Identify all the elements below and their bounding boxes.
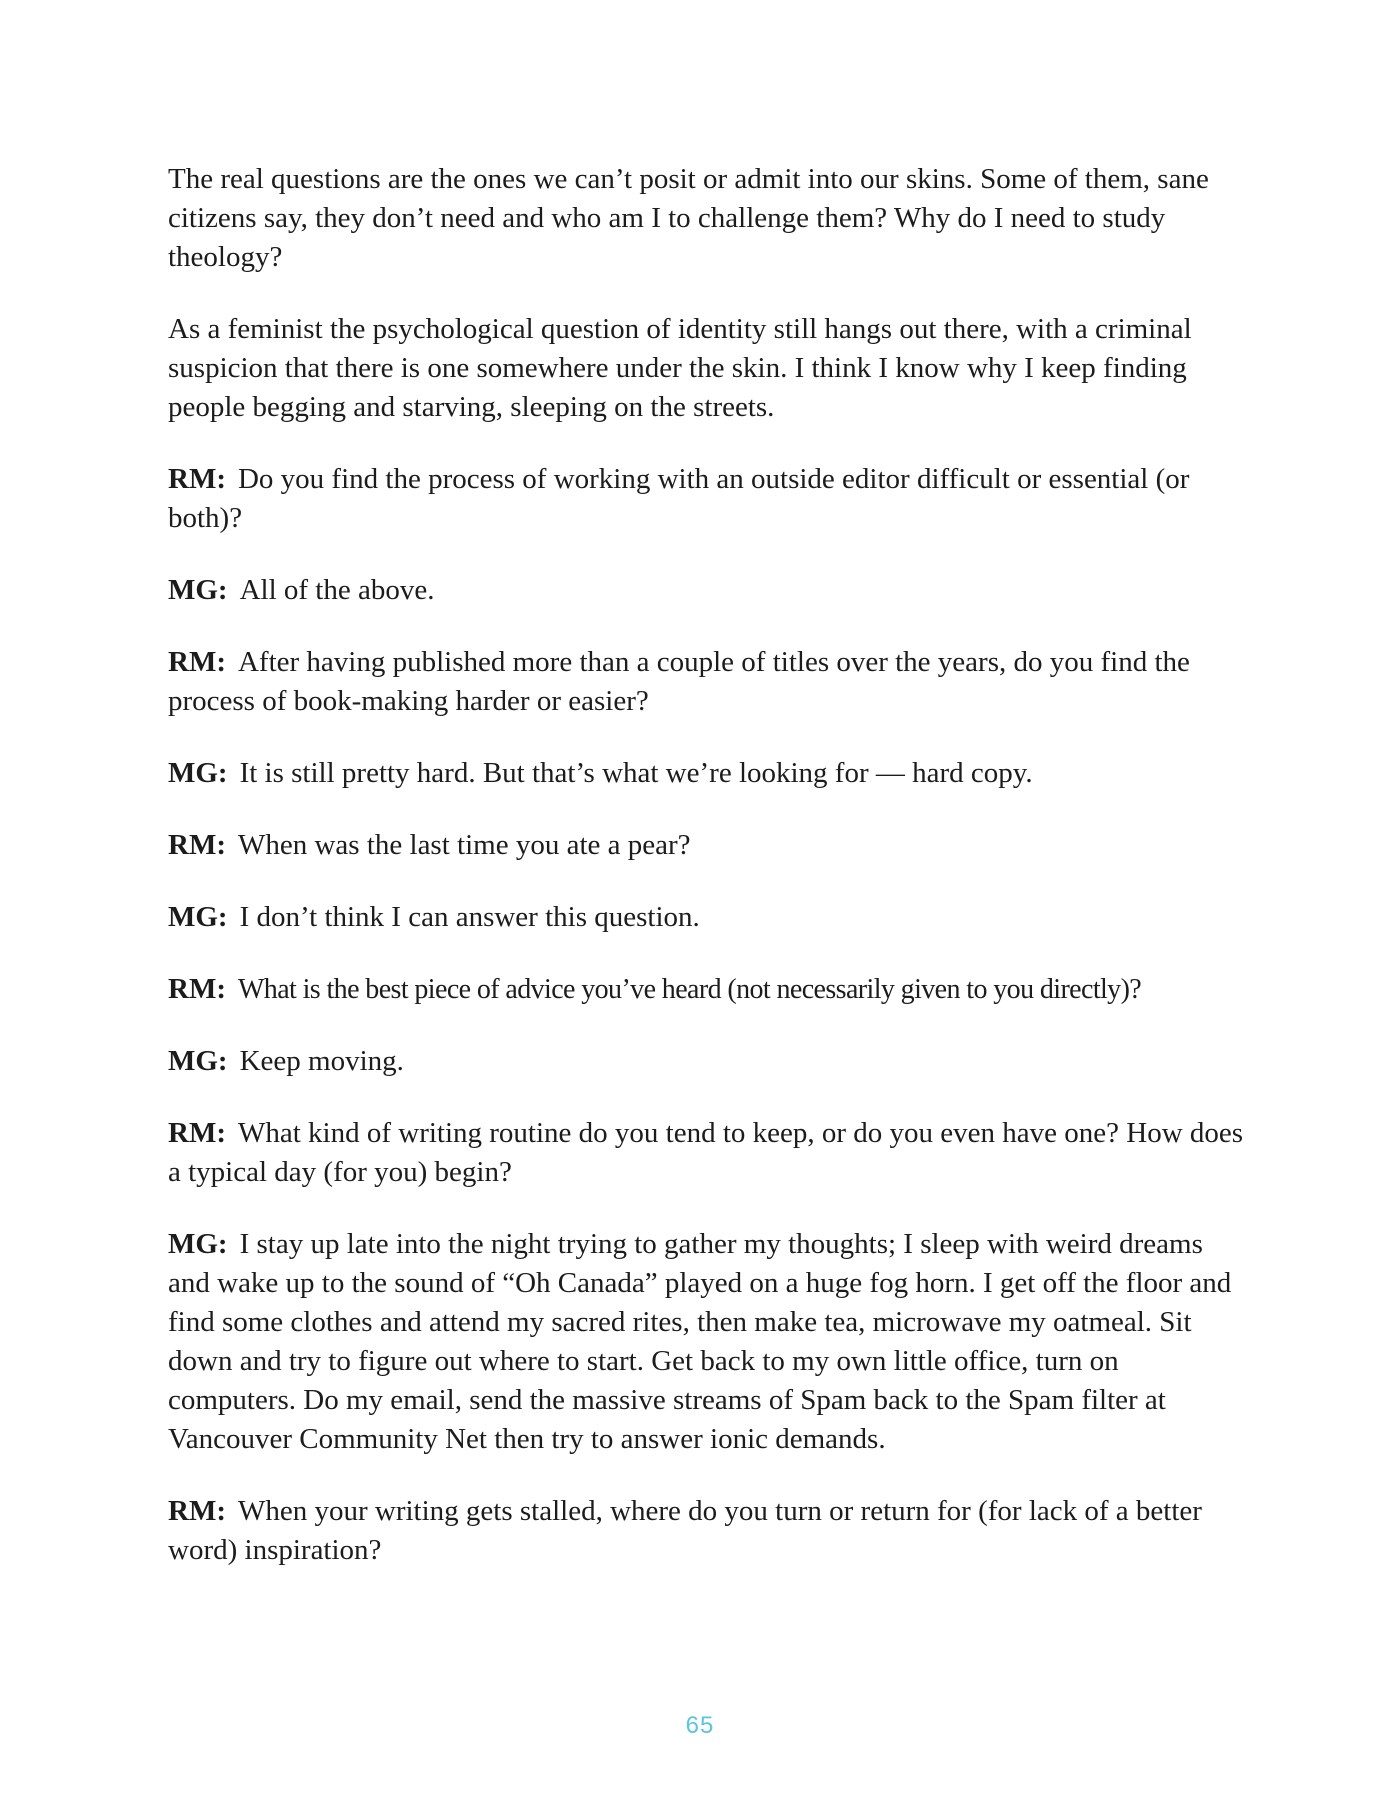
answer-routine — [168, 1225, 1248, 1459]
question-inspiration — [168, 1492, 1248, 1570]
answer-text: It is still pretty hard. But that’s what we’re looking for — hard copy. — [239, 757, 1033, 789]
speaker-label: MG: — [168, 574, 228, 606]
answer-text: Keep moving. — [239, 1045, 404, 1077]
speaker-label: RM: — [168, 829, 226, 861]
question-text: When your writing gets stalled, where do you turn or return for (for lack of a better word) inspiration? — [168, 1495, 1202, 1566]
question-pear — [168, 826, 1248, 865]
question-text: What is the best piece of advice you’ve heard (not necessarily given to you directly)? — [237, 974, 1142, 1005]
speaker-label: MG: — [168, 1045, 228, 1077]
question-editor — [168, 460, 1248, 538]
intro-paragraph-2 — [168, 310, 1248, 427]
intro-paragraph-1 — [168, 160, 1248, 277]
speaker-label: RM: — [168, 646, 226, 678]
answer-pear — [168, 898, 1248, 937]
speaker-label: MG: — [168, 757, 228, 789]
speaker-label: RM: — [168, 973, 226, 1005]
answer-text: I stay up late into the night trying to gather my thoughts; I sleep with weird dreams and wake up to the sound of “Oh Canada” played on a huge fog horn. I get off the floor and find some clothes and attend my sacred rites, then make tea, microwave my oatmeal. Sit down and try to figure out where to start. Get back to my own little office, turn on computers. Do my email, send the massive streams of Spam back to the Spam filter at Vancouver Community Net then try to answer ionic demands. — [168, 1228, 1232, 1455]
answer-text: All of the above. — [239, 574, 435, 606]
speaker-label: MG: — [168, 1228, 228, 1260]
paragraph-text: As a feminist the psychological question of identity still hangs out there, with a criminal suspicion that there is one somewhere under the skin. I think I know why I keep finding people begging and starving, sleeping on the streets. — [168, 313, 1192, 423]
answer-editor — [168, 571, 1248, 610]
question-text: What kind of writing routine do you tend to keep, or do you even have one? How does a typical day (for you) begin? — [168, 1117, 1244, 1188]
interview-body — [168, 160, 1248, 1603]
speaker-label: MG: — [168, 901, 228, 933]
question-text: Do you find the process of working with an outside editor difficult or essential (or both)? — [168, 463, 1190, 534]
question-routine — [168, 1114, 1248, 1192]
answer-book-making — [168, 754, 1248, 793]
speaker-label: RM: — [168, 463, 226, 495]
paragraph-text: The real questions are the ones we can’t posit or admit into our skins. Some of them, sane citizens say, they don’t need and who am I to challenge them? Why do I need to study theology? — [168, 163, 1209, 273]
question-book-making — [168, 643, 1248, 721]
question-advice — [168, 970, 1248, 1009]
question-text: When was the last time you ate a pear? — [237, 829, 691, 861]
question-text: After having published more than a couple of titles over the years, do you find the process of book-making harder or easier? — [168, 646, 1190, 717]
answer-advice — [168, 1042, 1248, 1081]
speaker-label: RM: — [168, 1495, 226, 1527]
page-number: 65 — [685, 1712, 715, 1739]
answer-text: I don’t think I can answer this question. — [239, 901, 700, 933]
speaker-label: RM: — [168, 1117, 226, 1149]
